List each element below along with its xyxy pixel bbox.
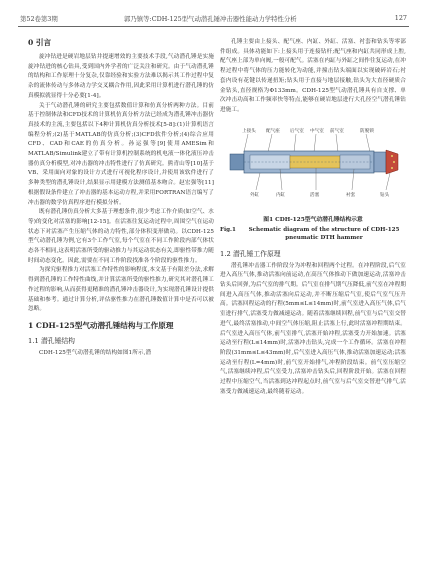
section-1-2-heading: 1.2 潜孔锤工作原理 [220,249,281,258]
hammer-structure-diagram [220,118,406,214]
figure-1-number-en: Fig.1 [220,226,236,233]
section-1-1-heading: 1.1 潜孔锤结构 [28,336,75,345]
label-piston: 活塞 [310,192,320,198]
left-column [28,38,214,359]
intro-paragraph-1: 旋冲钻进是硬岩地层钻井提速增效的主要技术手段,气动潜孔锤是实施旋冲钻进的核心钻具,受到国内外学者的广泛关注和研究。由于气动潜孔锤的结构和工作原理十分复杂,仅靠经验和实验方法难以揭示其工作过程中复杂的流体传动与多体动力学交叉耦合作用,因此采用计算机进行潜孔锤的仿真模拟就显得十分必要[1-4]。 [28,54,214,99]
label-retainer: 防脱锁 [360,128,374,134]
page-number: 127 [394,14,407,22]
label-distributor: 配气座 [266,128,280,134]
label-front-chamber: 前气室 [330,128,344,134]
figure-1-caption-cn: 图1 CDH-125型气动潜孔锤结构示意 [263,216,363,223]
working-principle-paragraph: 潜孔锤冲击器工作阶段分为冲程和回程两个过程。在冲程阶段,后气室进入高压气体,推动活塞向前运动,在高压气体推动下做加速运动,活塞冲击钻头后回弹,为后气室的排气期。后气室在排气期气压降低,前气室在冲程期间进入高压气体,推动活塞向后运动,并不断压缩后气室,使后气室气压升高。活塞回程运动的行程(5mm≤L≤14mm)时,前气室进入高压气体,后气室进行排气,活塞受力做减速运动。随着活塞继续回程,前气室与后气室交替进气,最终活塞推动,中间空气体压缩,阻止活塞上行,此时活塞冲程期结束。后气室进入高压气体,前气室排气,活塞开始冲程,活塞受力开始加速。活塞运动至行程(L≤14mm)时,活塞冲击钻头,完成一个工作循环。活塞在冲程阶段(31mm≤L≤43mm)时,后气室进入高压气体,推动活塞加速运动;活塞运动至行程(L=4mm)时,前气室开始排气,冲程阶段结束。前气室压缩空气,活塞继续冲程,后气室受力,活塞冲击钻头后,回程阶段开始。活塞在回程过程中压缩空气,当活塞到达冲程起点时,前气室与后气室交替进气排气,活塞受力做减速运动,最终随着运动。 [220,262,406,395]
intro-paragraph-4: 为探究驱程推力对活塞工作特性的影响程度,本文基于有限差分法,求解得到潜孔锤的工作特性曲线,并计算活塞所受的驱性推力,研究其对潜孔锤工作过程的影响,从而获得更精准的潜孔锤冲击器设计,为实现潜孔锤设计提供基础和参考。通过计算分析,评估驱性推力在潜孔锤数值计算中是否可以被忽略。 [28,267,214,313]
label-middle-chamber: 中气室 [310,128,324,134]
figure-1 [220,118,406,214]
running-title: 郭乃镇等:CDH-125型气动潜孔锤冲击器性能动力学特性分析 [124,15,297,23]
intro-paragraph-2: 关于气动潜孔锤的研究主要包括数值计算和仿真分析两种方法。目前基于控制体法和CFD技术的计算机仿真分析方法已经成为潜孔锤冲击器仿真技术的主流,主要包括以下4种计算机仿真分析技术[5-8]:(1)计算机语言编程分析;(2)基于MATLAB的仿真分析;(3)CFD软件分析;(4)综合应用CFD、CAD和CAE的仿真分析。孙运强等[9]使用AMESim和MATLAB/Simulink建立了带有计算机控制系统的机电液一体化液压冲击器仿真分析模型,对冲击器的冲击特性进行了仿真研究。熊青山等[10]基于VB、采用面向对象的设计方式进行可视化程序设计,并使用该软件进行了多种类型的潜孔锤设计,结果显示用建模方法测值基本吻合。赵宏强等[11]根据假设条件建立了冲击器的基本运动方程,并采用FORTRAN语言编写了冲击器的数学仿真程序进行模拟分析。 [28,102,214,206]
label-outer-cylinder: 外缸 [250,192,260,198]
structure-paragraph-cont: 孔锤主要由上接头、配气座、内缸、外缸、活塞、衬套和钻头等零部件组成。具体功能如下:上接头用于连接钻杆;配气座和内缸共同形成上腔,配气座上部为单向阀,一般可配气。活塞在内缸与外缸之间作往复运动,在冲程过程中将气体的压力能转化为动能,并撞击钻头端面以实现破碎岩石;衬套内设有花键以传递扭矩;钻头用于直接与地层接触,钻头为大直径硬质合金钻头,直径规格为Φ133mm。CDH-125型气动潜孔锤具有自支撑、单次冲击功高和工作频率快等特点,能够在硬岩地层进行大孔径空气潜孔锤钻进施工。 [220,39,406,113]
label-top-sub: 上接头 [242,128,256,134]
section-0-heading: 0 引言 [28,38,52,47]
label-bushing: 衬套 [346,192,356,198]
label-inner-cylinder: 内缸 [276,192,286,198]
right-column [220,38,406,397]
figure-1-title-en: Schematic diagram of the structure of CDH-125 pneumatic DTH hammer [248,226,400,242]
hammer-body [230,150,398,174]
figure-1-caption-en [220,226,406,243]
section-1-heading: 1 CDH-125型气动潜孔锤结构与工作原理 [28,320,174,330]
intro-paragraph-3: 既有潜孔锤仿真分析大多基于理想条件,很少考虑工作介质(如空气、水等)的变化对活塞的影响[12-15]。在活塞往复运动过程中,周围空气在运动状态下对活塞产生压缩气体的动力特性,部分体积变形做功。以CDH-125型气动潜孔锤为例,它有3个工作气室,每个气室在不同工作阶段内部气体状态各不相同,这表明活塞所受的驱动推力与其运动状态有关,即驱性带推力随时间动态变化。因此,需要在不同工作阶段找准各个阶段的驱性推力。 [28,209,214,264]
label-bit: 钻头 [380,192,390,198]
running-header [18,12,409,27]
journal-issue: 第52卷第3期 [20,15,58,23]
structure-paragraph-start: CDH-125型气动潜孔锤的结构如图1所示,潜 [39,349,152,356]
label-rear-chamber: 后气室 [290,128,304,134]
